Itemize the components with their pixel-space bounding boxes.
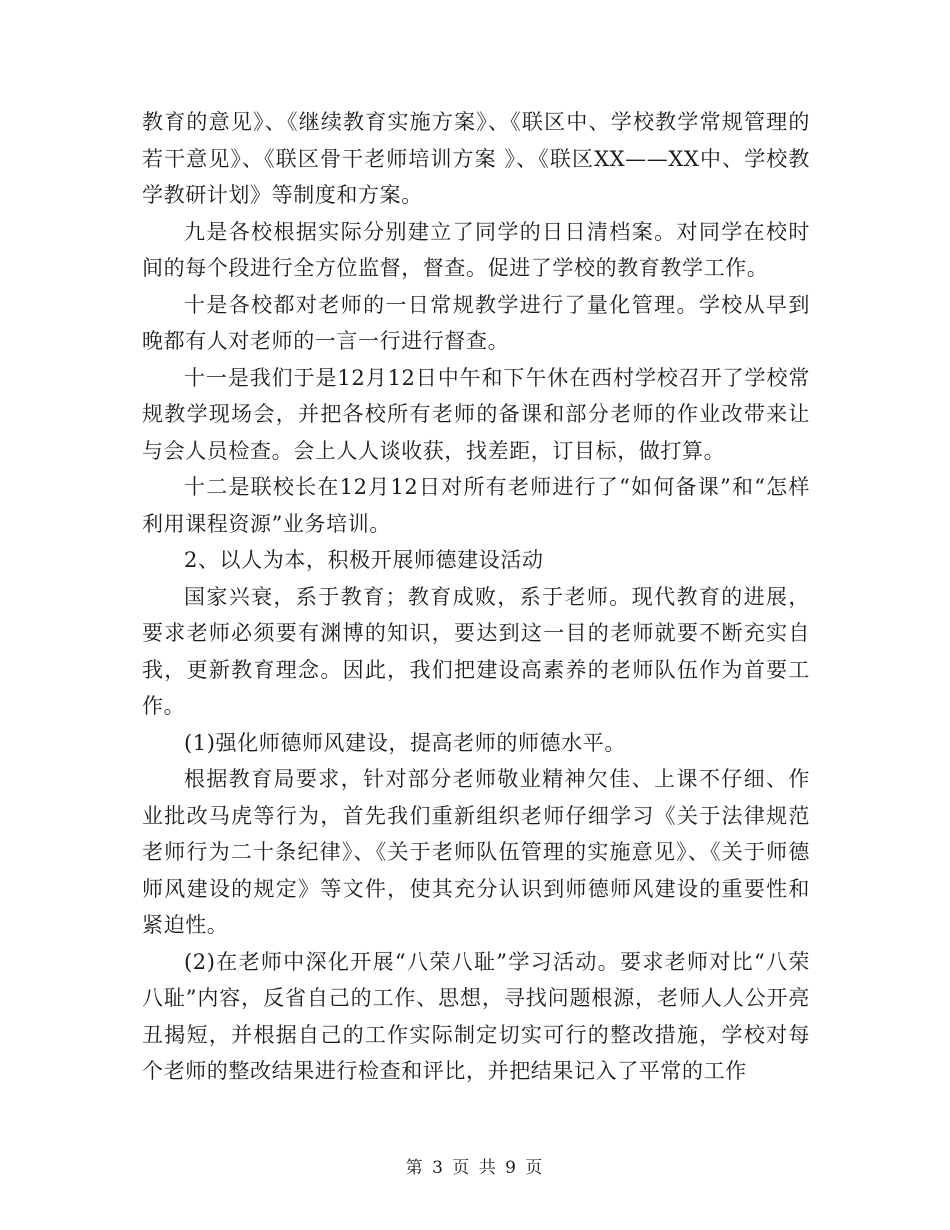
paragraph-item-11: 十一是我们于是12月12日中午和下午休在西村学校召开了学校常规教学现场会，并把各校所有老师的备课和部分老师的作业改带来让与会人员检查。会上人人谈收获，找差距，订目标，做打算。 (142, 365, 810, 463)
page-number-footer: 第 3 页 共 9 页 (405, 1158, 545, 1178)
paragraph-item-12: 十二是联校长在12月12日对所有老师进行了“如何备课”和“怎样利用课程资源”业务培训。 (142, 475, 810, 536)
paragraph-ethics: 根据教育局要求，针对部分老师敬业精神欠佳、上课不仔细、作业批改马虎等行为，首先我们重新组织老师仔细学习《关于法律规范老师行为二十条纪律》、《关于老师队伍管理的实施意见》、《关于师德师风建设的规定》等文件，使其充分认识到师德师风建设的重要性和紧迫性。 (142, 767, 810, 937)
paragraph-intro: 国家兴衰，系于教育；教育成败，系于老师。现代教育的进展，要求老师必须要有渊博的知识，要达到这一目的老师就要不断充实自我，更新教育理念。因此，我们把建设高素养的老师队伍作为首要工作。 (142, 584, 810, 718)
document-body (142, 104, 810, 1090)
paragraph-subitem-2: (2)在老师中深化开展“八荣八耻”学习活动。要求老师对比“八荣八耻”内容，反省自己的工作、思想，寻找问题根源，老师人人公开亮丑揭短，并根据自己的工作实际制定切实可行的整改措施，学校对每个老师的整改结果进行检查和评比，并把结果记入了平常的工作 (142, 949, 810, 1083)
section-heading: 2、以人为本，积极开展师德建设活动 (184, 548, 544, 572)
paragraph-item-10: 十是各校都对老师的一日常规教学进行了量化管理。学校从早到晚都有人对老师的一言一行进行督查。 (142, 292, 810, 353)
paragraph-item-9: 九是各校根据实际分别建立了同学的日日清档案。对同学在校时间的每个段进行全方位监督，督查。促进了学校的教育教学工作。 (142, 219, 810, 280)
subheading-1: (1)强化师德师风建设，提高老师的师德水平。 (184, 730, 626, 755)
paragraph-continuation: 教育的意见》、《继续教育实施方案》、《联区中、学校教学常规管理的若干意见》、《联区骨干老师培训方案 》、《联区XX——XX中、学校教学教研计划》等制度和方案。 (142, 110, 810, 207)
